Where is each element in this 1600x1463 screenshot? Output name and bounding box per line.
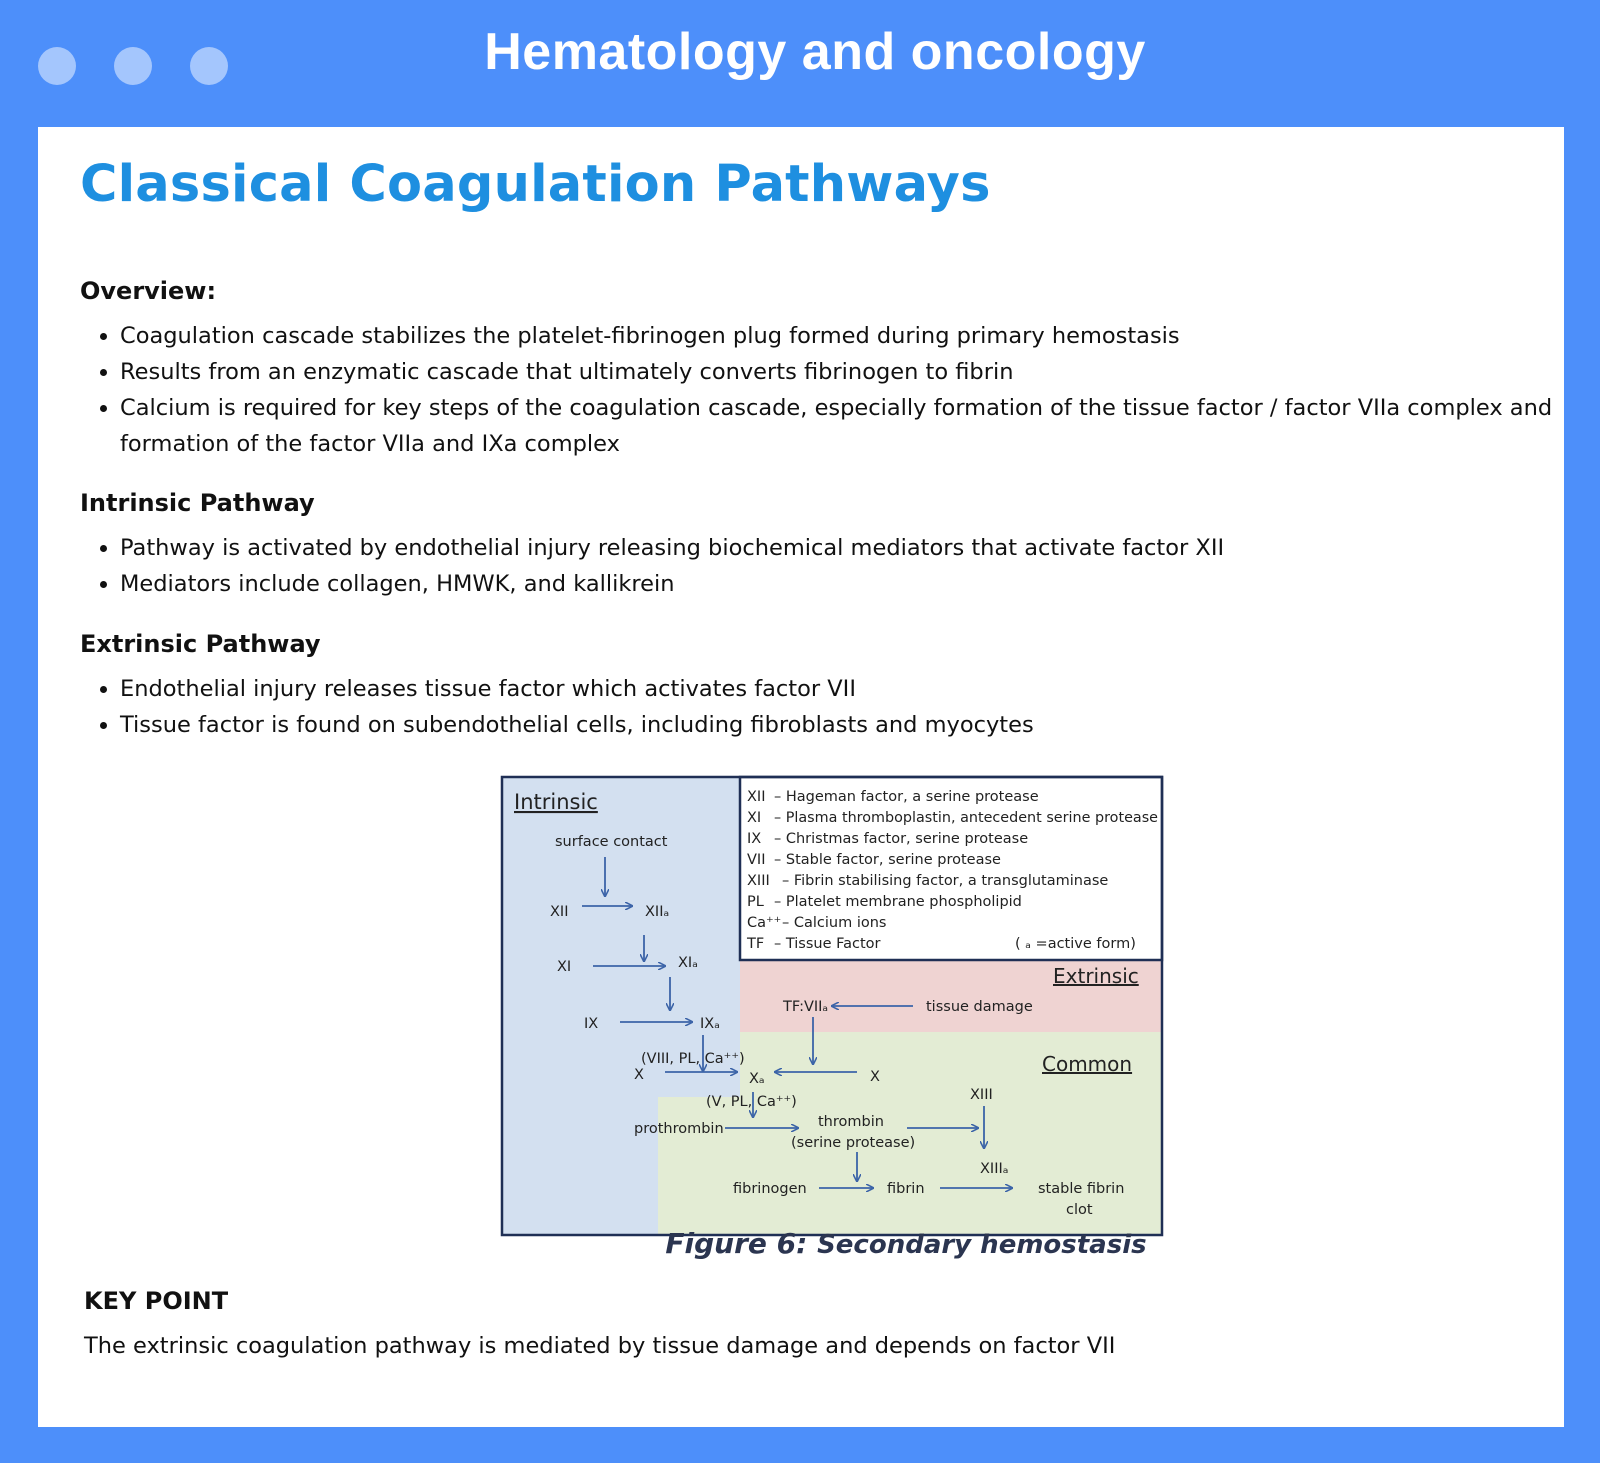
factor-x-left-node: X bbox=[634, 1067, 644, 1083]
cofactors-viii-node: (VIII, PL, Ca⁺⁺) bbox=[641, 1051, 745, 1067]
legend-note: ( ₐ =active form) bbox=[1015, 936, 1136, 952]
legend-desc: – Platelet membrane phospholipid bbox=[774, 894, 1022, 910]
legend-abbr: Ca⁺⁺ bbox=[747, 915, 782, 931]
factor-ix-node: IX bbox=[584, 1016, 599, 1032]
key-point-text: The extrinsic coagulation pathway is mediated by tissue damage and depends on factor VII bbox=[84, 1333, 1116, 1359]
overview-heading: Overview: bbox=[80, 277, 217, 305]
extrinsic-list bbox=[80, 671, 1560, 743]
legend-desc: – Tissue Factor bbox=[774, 936, 881, 952]
common-label: Common bbox=[1042, 1052, 1133, 1076]
factor-xiiia-node: XIIIₐ bbox=[980, 1161, 1009, 1177]
figure-caption bbox=[480, 1227, 1332, 1260]
intrinsic-heading: Intrinsic Pathway bbox=[80, 489, 315, 517]
factor-xii-node: XII bbox=[550, 904, 569, 920]
extrinsic-label: Extrinsic bbox=[1053, 964, 1139, 988]
list-item: Results from an enzymatic cascade that ultimately converts fibrinogen to fibrin bbox=[120, 354, 1560, 390]
legend-abbr: XIII bbox=[747, 873, 770, 889]
cofactors-v-node: (V, PL, Ca⁺⁺) bbox=[706, 1094, 797, 1110]
intrinsic-list bbox=[80, 530, 1560, 602]
fibrin-node: fibrin bbox=[887, 1181, 925, 1197]
serine-protease-node: (serine protease) bbox=[791, 1135, 916, 1151]
list-item: Pathway is activated by endothelial injury releasing biochemical mediators that activate factor XII bbox=[120, 530, 1560, 566]
legend-abbr: PL bbox=[747, 894, 764, 910]
factor-xi-node: XI bbox=[557, 959, 572, 975]
legend-desc: – Fibrin stabilising factor, a transglutaminase bbox=[782, 873, 1109, 889]
legend-abbr: VII bbox=[747, 852, 766, 868]
key-point-title: KEY POINT bbox=[84, 1287, 229, 1315]
legend-desc: – Hageman factor, a serine protease bbox=[774, 789, 1039, 805]
thrombin-node: thrombin bbox=[818, 1114, 884, 1130]
extrinsic-heading: Extrinsic Pathway bbox=[80, 630, 321, 658]
legend-abbr: TF bbox=[747, 936, 765, 952]
prothrombin-node: prothrombin bbox=[634, 1121, 724, 1137]
fibrinogen-node: fibrinogen bbox=[733, 1181, 807, 1197]
content-panel bbox=[38, 127, 1564, 1427]
factor-xiia-node: XIIₐ bbox=[645, 904, 670, 920]
list-item: Mediators include collagen, HMWK, and kallikrein bbox=[120, 566, 1560, 602]
coagulation-diagram bbox=[500, 775, 1164, 1237]
legend-abbr: XI bbox=[747, 810, 762, 826]
factor-ixa-node: IXₐ bbox=[700, 1016, 720, 1032]
figure-caption-text: Secondary hemostasis bbox=[817, 1230, 1147, 1260]
intrinsic-label: Intrinsic bbox=[514, 790, 598, 814]
factor-xiii-node: XIII bbox=[970, 1087, 993, 1103]
legend-desc: – Stable factor, serine protease bbox=[774, 852, 1001, 868]
legend-abbr: IX bbox=[747, 831, 762, 847]
surface-contact-node: surface contact bbox=[555, 834, 668, 850]
list-item: Tissue factor is found on subendothelial cells, including fibroblasts and myocytes bbox=[120, 707, 1560, 743]
legend-abbr: XII bbox=[747, 789, 766, 805]
factor-xa-node: Xₐ bbox=[749, 1071, 765, 1087]
factor-x-right-node: X bbox=[870, 1069, 880, 1085]
tf-viia-node: TF:VIIₐ bbox=[783, 999, 829, 1015]
stable-fibrin-node: stable fibrin bbox=[1038, 1181, 1125, 1197]
overview-list bbox=[80, 318, 1560, 462]
list-item: Calcium is required for key steps of the coagulation cascade, especially formation of the tissue factor / factor VIIa complex and formation of the factor VIIa and IXa complex bbox=[120, 390, 1560, 462]
legend-desc: – Plasma thromboplastin, antecedent serine protease bbox=[774, 810, 1159, 826]
clot-node: clot bbox=[1066, 1202, 1093, 1218]
list-item: Endothelial injury releases tissue factor which activates factor VII bbox=[120, 671, 1560, 707]
factor-xia-node: XIₐ bbox=[678, 955, 698, 971]
legend-desc: – Christmas factor, serine protease bbox=[774, 831, 1029, 847]
coagulation-diagram-svg bbox=[500, 775, 1164, 1237]
figure-caption-prefix: Figure 6: bbox=[665, 1227, 808, 1260]
list-item: Coagulation cascade stabilizes the platelet-fibrinogen plug formed during primary hemostasis bbox=[120, 318, 1560, 354]
legend-desc: – Calcium ions bbox=[782, 915, 887, 931]
window-title: Hematology and oncology bbox=[484, 23, 1146, 81]
tissue-damage-node: tissue damage bbox=[926, 999, 1033, 1015]
page-title: Classical Coagulation Pathways bbox=[80, 155, 991, 214]
